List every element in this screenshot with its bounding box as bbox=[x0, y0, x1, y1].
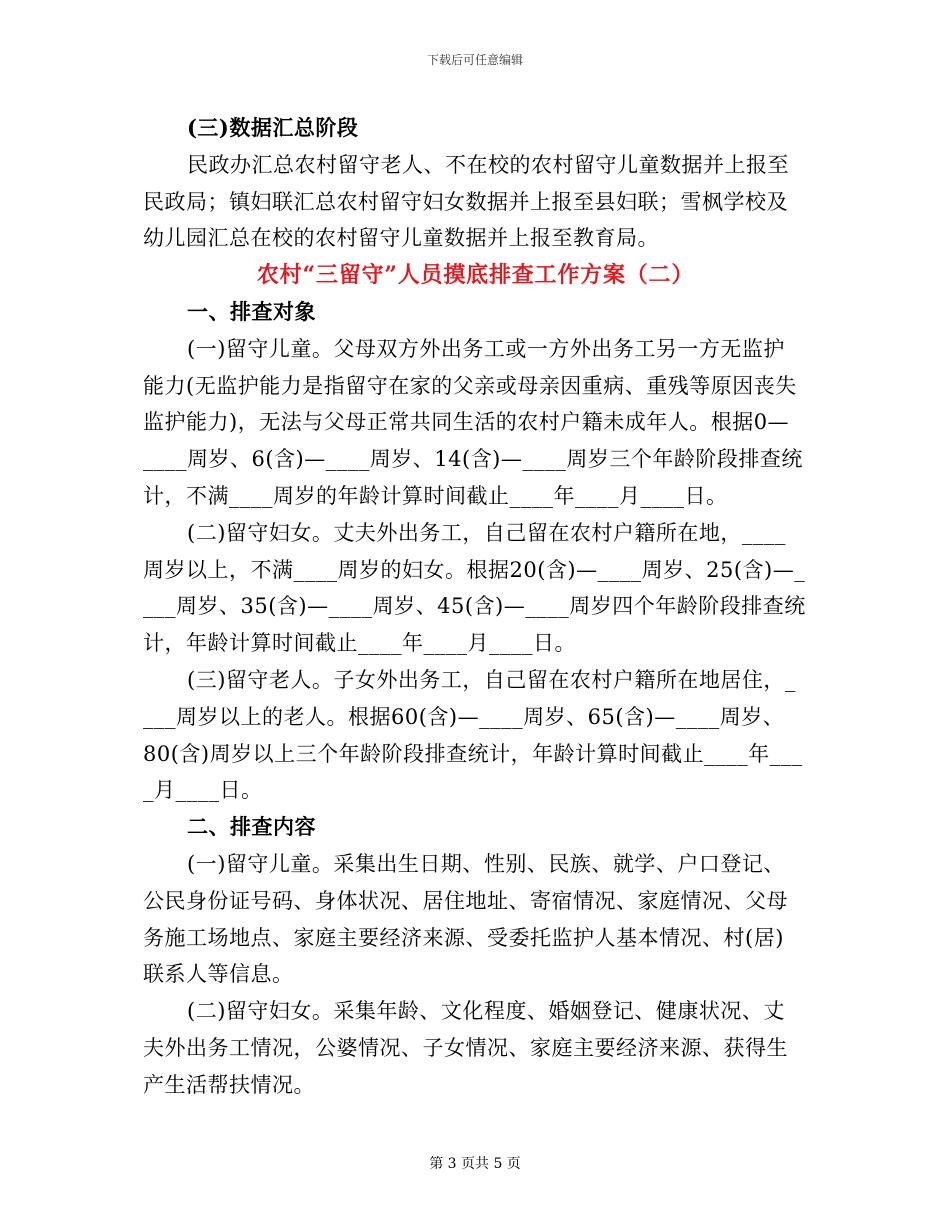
paragraph-line: (三)留守老人。子女外出务工，自己留在农村户籍所在地居住，_ bbox=[187, 667, 796, 692]
section-heading-targets: 一、排查对象 bbox=[187, 298, 316, 324]
paragraph-line: (一)留守儿童。父母双方外出务工或一方外出务工另一方无监护 bbox=[187, 336, 785, 361]
paragraph-line: (一)留守儿童。采集出生日期、性别、民族、就学、户口登记、 bbox=[187, 851, 785, 876]
document-body bbox=[143, 110, 808, 1104]
paragraph-line: 80(含)周岁以上三个年龄阶段排查统计，年龄计算时间截止____年___ bbox=[143, 741, 803, 766]
section-heading-data-summary: (三)数据汇总阶段 bbox=[187, 115, 359, 140]
paragraph-line: ___周岁以上的老人。根据60(含)—____周岁、65(含)—____周岁、 bbox=[143, 704, 785, 729]
paragraph-line: 务施工场地点、家庭主要经济来源、受委托监护人基本情况、村(居) bbox=[143, 925, 784, 950]
paragraph-line: 公民身份证号码、身体状况、居住地址、寄宿情况、家庭情况、父母 bbox=[143, 888, 788, 913]
paragraph-line: (二)留守妇女。采集年龄、文化程度、婚姻登记、健康状况、丈 bbox=[187, 999, 785, 1024]
paragraph-line: 民政局；镇妇联汇总农村留守妇女数据并上报至县妇联；雪枫学校及 bbox=[143, 189, 788, 214]
paragraph-line: ____周岁、6(含)—____周岁、14(含)—____周岁三个年龄阶段排查统 bbox=[143, 447, 803, 472]
paragraph-line: 夫外出务工情况，公婆情况、子女情况、家庭主要经济来源、获得生 bbox=[143, 1035, 788, 1060]
paragraph-line: 幼儿园汇总在校的农村留守儿童数据并上报至教育局。 bbox=[143, 226, 659, 251]
page-footer: 第 3 页共 5 页 bbox=[429, 1156, 521, 1172]
paragraph-line: 计，不满____周岁的年龄计算时间截止____年____月____日。 bbox=[143, 483, 728, 508]
paragraph-line: 联系人等信息。 bbox=[143, 962, 294, 987]
paragraph-line: _月____日。 bbox=[143, 778, 263, 803]
paragraph-line: 监护能力)，无法与父母正常共同生活的农村户籍未成年人。根据0— bbox=[143, 410, 790, 435]
paragraph-line: (二)留守妇女。丈夫外出务工，自己留在农村户籍所在地，____ bbox=[187, 520, 786, 545]
paragraph-line: 民政办汇总农村留守老人、不在校的农村留守儿童数据并上报至 bbox=[187, 152, 789, 177]
document-title: 农村“三留守”人员摸底排查工作方案（二） bbox=[256, 262, 695, 289]
section-heading-contents: 二、排查内容 bbox=[187, 814, 316, 840]
paragraph-line: 计，年龄计算时间截止____年____月____日。 bbox=[143, 631, 576, 656]
paragraph-line: 产生活帮扶情况。 bbox=[143, 1072, 315, 1097]
paragraph-line: 能力(无监护能力是指留守在家的父亲或母亲因重病、重残等原因丧失 bbox=[143, 373, 797, 398]
paragraph-line: 周岁以上，不满____周岁的妇女。根据20(含)—____周岁、25(含)—_ bbox=[143, 557, 806, 582]
page-header: 下载后可任意编辑 bbox=[426, 53, 523, 67]
paragraph-line: ___周岁、35(含)—____周岁、45(含)—____周岁四个年龄阶段排查统 bbox=[143, 594, 806, 619]
